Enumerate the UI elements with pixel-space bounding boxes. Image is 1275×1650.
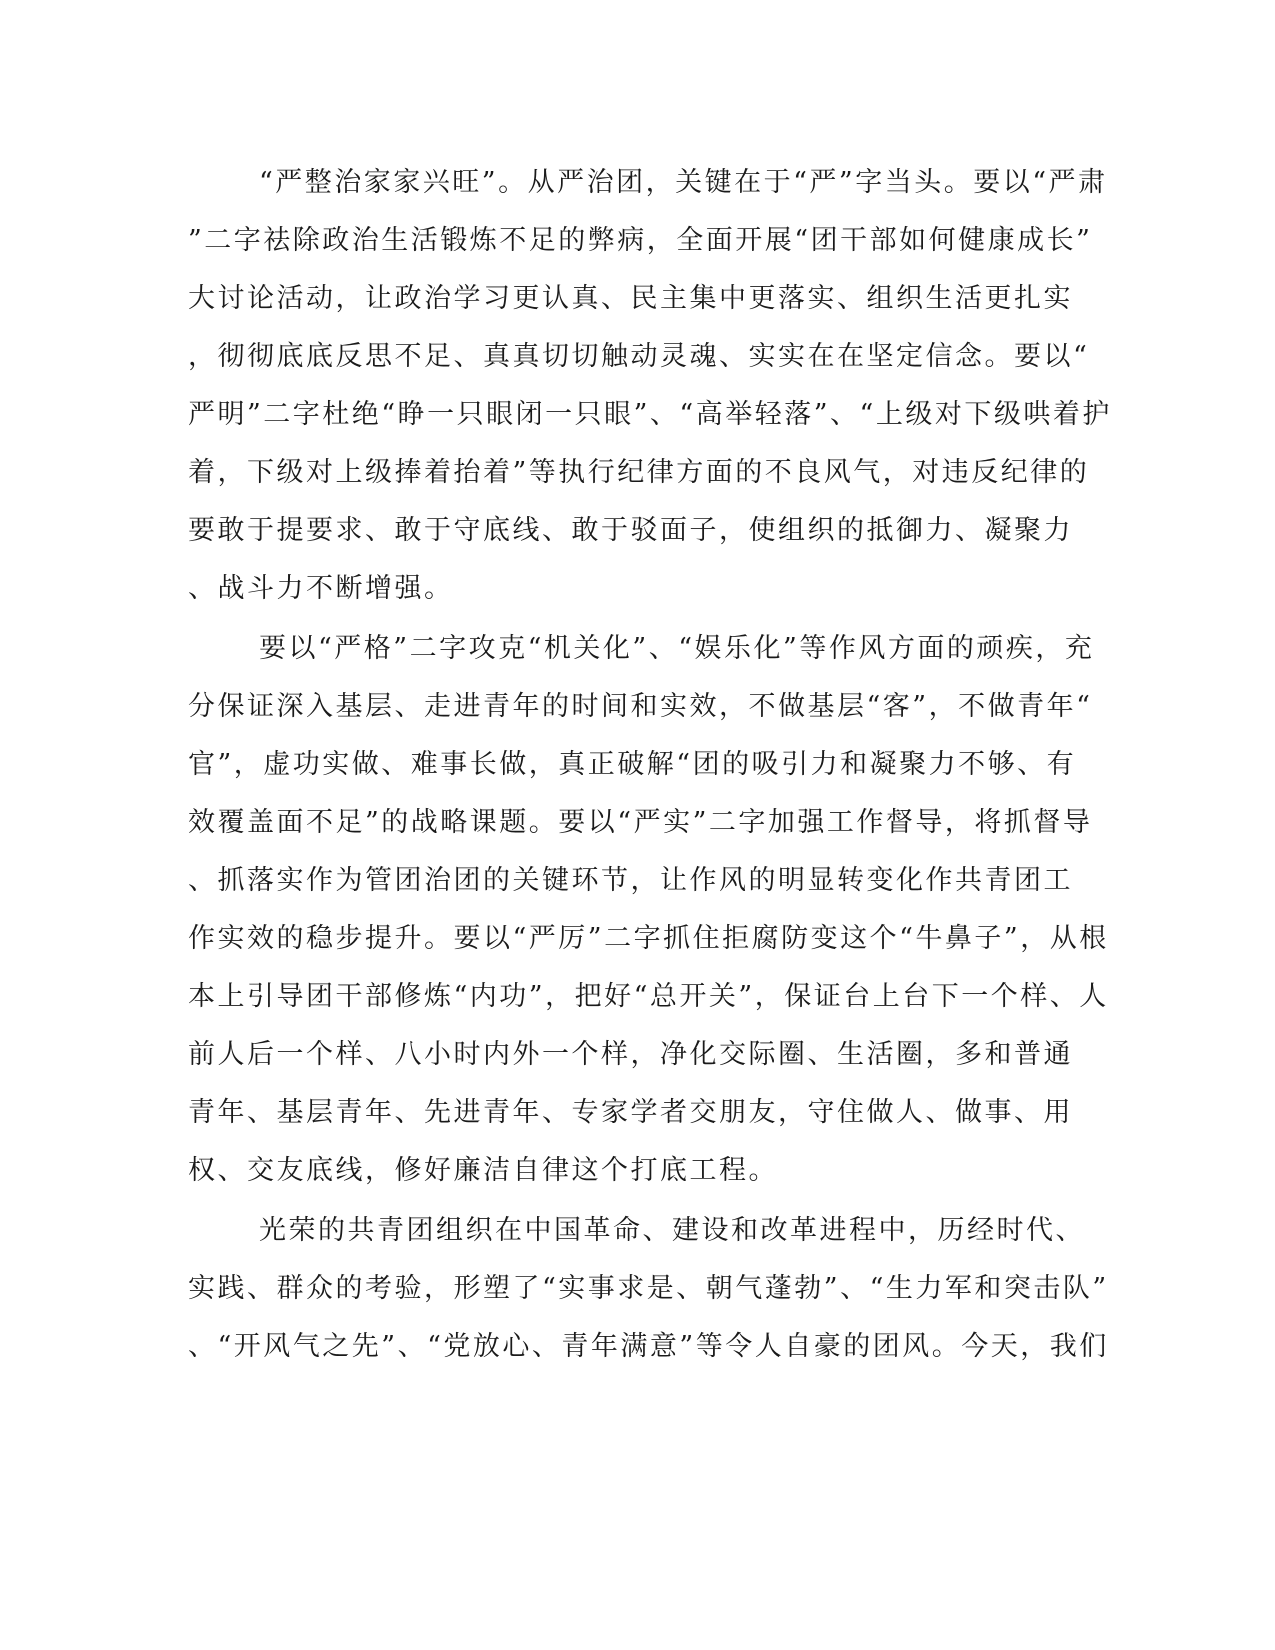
text-line: 分保证深入基层、走进青年的时间和实效，不做基层“客”，不做青年“	[188, 691, 1093, 722]
text-line: 着，下级对上级捧着抬着”等执行纪律方面的不良风气，对违反纪律的	[188, 457, 1090, 488]
text-line: ”二字祛除政治生活锻炼不足的弊病，全面开展“团干部如何健康成长”	[188, 225, 1093, 256]
text-line: 大讨论活动，让政治学习更认真、民主集中更落实、组织生活更扎实	[188, 283, 1073, 314]
text-line: 青年、基层青年、先进青年、专家学者交朋友，守住做人、做事、用	[188, 1097, 1073, 1128]
text-line: 严明”二字杜绝“睁一只眼闭一只眼”、“高举轻落”、“上级对下级哄着护	[188, 399, 1112, 430]
text-line: 、“开风气之先”、“党放心、青年满意”等令人自豪的团风。今天，我们	[188, 1331, 1109, 1362]
text-line: 权、交友底线，修好廉洁自律这个打底工程。	[188, 1155, 778, 1186]
text-line: 光荣的共青团组织在中国革命、建设和改革进程中，历经时代、	[259, 1215, 1085, 1246]
text-line: 要以“严格”二字攻克“机关化”、“娱乐化”等作风方面的顽疾，充	[259, 633, 1095, 664]
text-line: 要敢于提要求、敢于守底线、敢于驳面子，使组织的抵御力、凝聚力	[188, 515, 1073, 546]
text-line: 、战斗力不断增强。	[188, 573, 454, 604]
text-line: 、抓落实作为管团治团的关键环节，让作风的明显转变化作共青团工	[188, 865, 1073, 896]
text-line: 前人后一个样、八小时内外一个样，净化交际圈、生活圈，多和普通	[188, 1039, 1073, 1070]
text-line: ，彻彻底底反思不足、真真切切触动灵魂、实实在在坚定信念。要以“	[188, 341, 1090, 372]
text-line: 效覆盖面不足”的战略课题。要以“严实”二字加强工作督导，将抓督导	[188, 807, 1093, 838]
text-line: 作实效的稳步提升。要以“严厉”二字抓住拒腐防变这个“牛鼻子”，从根	[188, 923, 1109, 954]
text-line: “严整治家家兴旺”。从严治团，关键在于“严”字当头。要以“严肃	[259, 167, 1108, 198]
text-line: 本上引导团干部修炼“内功”，把好“总开关”，保证台上台下一个样、人	[188, 981, 1109, 1012]
text-line: 官”，虚功实做、难事长做，真正破解“团的吸引力和凝聚力不够、有	[188, 749, 1077, 780]
text-line: 实践、群众的考验，形塑了“实事求是、朝气蓬勃”、“生力军和突击队”	[188, 1273, 1109, 1304]
